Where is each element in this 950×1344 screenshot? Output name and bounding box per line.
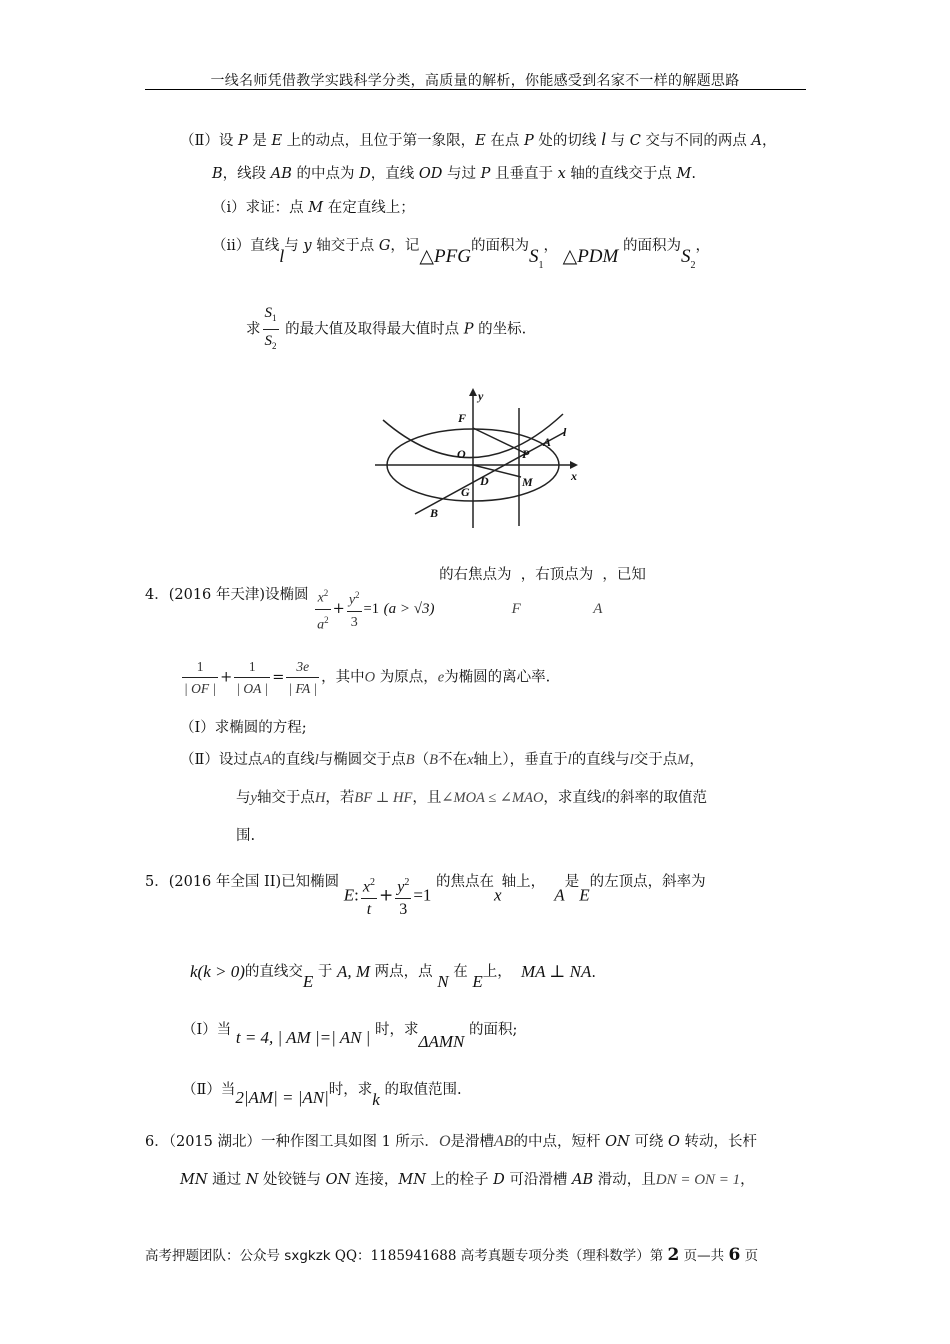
q6-line1: 6．（2015 湖北）一种作图工具如图 1 所示．O是滑槽AB的中点，短杆 ON 可绕 O 转动，长杆 — [145, 1133, 757, 1150]
q4-line1: 4．(2016 年天津)设椭圆 $\frac{x^2}{a^2}$ + $\frac{y^2}{3}$ =1 (a > √3) 的右焦点为F，右顶点为A，已知 — [145, 567, 646, 633]
p1-sub-ii: （ii）直线l与 y 轴交于点 G，记△PFG的面积为$S_1$， △PDM 的面积为$S_2$， — [212, 238, 710, 271]
fig-label-b: B — [430, 506, 439, 520]
page-header: 一线名师凭借教学实践科学分类，高质量的解析，你能感受到名家不一样的解题思路 — [210, 73, 740, 89]
p1-line2: B，线段 AB 的中点为 D，直线 OD 与过 P 且垂直于 x 轴的直线交于点 M. — [212, 166, 696, 182]
header-rule — [145, 89, 806, 90]
fig-label-l: l — [563, 425, 567, 439]
fig-label-p: P — [522, 447, 530, 461]
fig-label-m: M — [522, 475, 533, 489]
ellipse-parabola-figure — [375, 388, 590, 530]
y-axis-arrow — [469, 388, 477, 396]
fig-label-y: y — [478, 389, 484, 403]
q4-part2-line2: 与y轴交于点H，若BF ⊥ HF，且∠MOA ≤ ∠MAO，求直线l的斜率的取值范 — [236, 790, 707, 806]
q4-part1: （Ⅰ）求椭圆的方程; — [180, 720, 307, 736]
q4-part2-line3: 围. — [236, 828, 256, 844]
q4-part2-line1: （Ⅱ）设过点A的直线l与椭圆交于点B（B不在x轴上），垂直于l的直线与l交于点M， — [180, 752, 704, 768]
q5-line1: 5．(2016 年全国 II)已知椭圆 E: $\frac{x^2}{t}$ + $\frac{y^2}{3}$ =1 的焦点在x轴上， A是E的左顶点，斜率为 — [145, 874, 706, 919]
q6-line2: MN 通过 N 处铰链与 ON 连接，MN 上的栓子 D 可沿滑槽 AB 滑动，且DN = ON = 1， — [180, 1172, 755, 1188]
fig-label-g: G — [461, 485, 470, 499]
p1-sub-i: （i）求证：点 M 在定直线上； — [212, 200, 415, 216]
page-footer: 高考押题团队：公众号 sxgkzk QQ：1185941688 高考真题专项分类（理科数学）第 2 页—共 6 页 — [145, 1245, 759, 1265]
fig-label-d: D — [480, 474, 489, 488]
x-axis-arrow — [570, 461, 578, 469]
p1-question: 求 $\frac{S_1}{S_2}$ 的最大值及取得最大值时点 P 的坐标. — [246, 302, 526, 357]
fig-label-a: A — [543, 435, 552, 449]
fig-label-o: O — [457, 447, 466, 461]
fig-label-x: x — [571, 469, 577, 483]
q4-line2: $\frac{1}{| OF |}$ + $\frac{1}{| OA |}$ = $\frac{3e}{| FA |}$ ，其中O 为原点，e为椭圆的离心率. — [180, 656, 550, 700]
q5-part1: （Ⅰ）当 t = 4, | AM |=| AN | 时，求ΔAMN 的面积; — [182, 1022, 518, 1051]
q5-part2: （Ⅱ）当2|AM| = |AN|时，求k 的取值范围. — [182, 1082, 462, 1109]
fig-label-f: F — [458, 411, 467, 425]
p1-line1: （Ⅱ）设 P 是 E 上的动点，且位于第一象限，E 在点 P 处的切线 l 与 C 交与不同的两点 A， — [180, 129, 777, 149]
q5-line2: k(k > 0)的直线交E 于 A, M 两点，点 N 在 E上， MA ⊥ NA. — [190, 962, 596, 991]
